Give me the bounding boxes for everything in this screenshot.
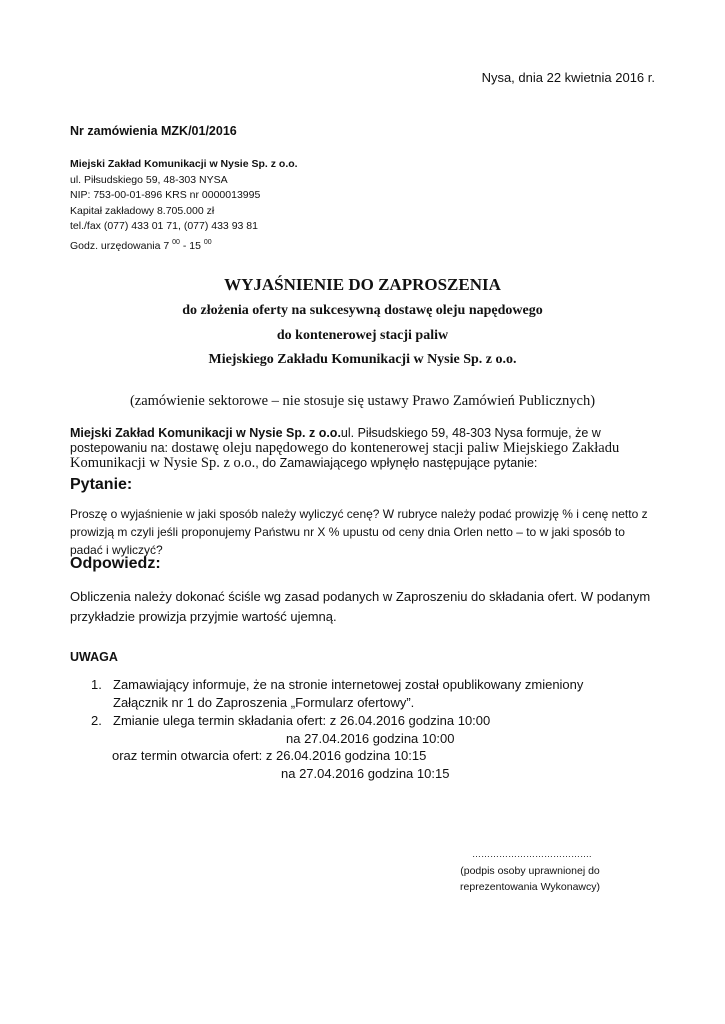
office-hours-prefix: Godz. urzędowania 7 xyxy=(70,239,170,252)
intro-paragraph xyxy=(70,426,660,471)
signature-line-1: (podpis osoby uprawnionej do xyxy=(460,865,600,877)
title-line-1: do złożenia oferty na sukcesywną dostawę oleju napędowego xyxy=(182,303,543,318)
signature-caption xyxy=(440,863,620,895)
question-text: Proszę o wyjaśnienie w jaki sposób należy wyliczyć cenę? W rubryce należy podać prowizję % i cenę netto z prowizją m czyli jeśli proponujemy Państwu nr X % upustu od ceny dnia Orlen netto – to w jaki sposób to padać i wyliczyć? xyxy=(70,507,648,557)
notice-item-2-line-3: oraz termin otwarcia ofert: z 26.04.2016 godzina 10:15 xyxy=(112,748,427,763)
company-name: Miejski Zakład Komunikacji w Nysie Sp. z o.o. xyxy=(70,158,298,170)
answer-heading: Odpowiedz: xyxy=(70,555,161,572)
place-date: Nysa, dnia 22 kwietnia 2016 r. xyxy=(481,70,655,85)
notice-heading: UWAGA xyxy=(70,650,118,664)
company-phone: tel./fax (077) 433 01 71, (077) 433 93 81 xyxy=(70,220,258,232)
notice-item-2-line-1: Zmianie ulega termin składania ofert: z 26.04.2016 godzina 10:00 xyxy=(113,713,491,728)
order-number: Nr zamówienia MZK/01/2016 xyxy=(70,124,237,138)
company-capital: Kapitał zakładowy 8.705.000 zł xyxy=(70,204,215,217)
notice-item-2-line-4: na 27.04.2016 godzina 10:15 xyxy=(281,766,450,781)
notice-item-1-number: 1. xyxy=(91,677,102,692)
question-heading: Pytanie: xyxy=(70,476,133,493)
title-line-2: do kontenerowej stacji paliw xyxy=(276,328,449,343)
signature-dots: …………………………………. xyxy=(472,849,592,859)
company-address-block xyxy=(70,157,298,254)
notice-item-2-line-2: na 27.04.2016 godzina 10:00 xyxy=(286,731,455,746)
notice-item-1-line-2: Załącznik nr 1 do Zaproszenia „Formularz ofertowy”. xyxy=(113,695,415,710)
office-hours-mid: - 15 xyxy=(179,239,201,252)
office-hours-sup-end: 00 xyxy=(203,238,212,246)
title-note: (zamówienie sektorowe – nie stosuje się ustawy Prawo Zamówień Publicznych) xyxy=(129,393,596,409)
notice-item-1-line-1: Zamawiający informuje, że na stronie internetowej został opublikowany zmieniony xyxy=(113,677,584,692)
document-title: WYJAŚNIENIE DO ZAPROSZENIA xyxy=(224,275,501,294)
intro-company: Miejski Zakład Komunikacji w Nysie Sp. z o.o. xyxy=(70,426,341,440)
intro-part-1: ul. Piłsudskiego 59, 48-303 Nysa formuje, że w postepowaniu na: xyxy=(70,426,601,455)
office-hours-sup-start: 00 xyxy=(172,238,180,246)
intro-part-3: , do Zamawiającego wpłynęło następujące pytanie: xyxy=(255,456,538,470)
intro-part-2: dostawę oleju napędowego do kontenerowej stacji paliw Miejskiego Zakładu Komunikacji w Nysie Sp. z o.o. xyxy=(70,440,620,471)
company-ids: NIP: 753-00-01-896 KRS nr 0000013995 xyxy=(70,189,261,201)
title-line-3: Miejskiego Zakładu Komunikacji w Nysie Sp. z o.o. xyxy=(208,352,517,367)
office-hours xyxy=(70,235,298,255)
notice-item-2-number: 2. xyxy=(91,713,102,728)
signature-line-2: reprezentowania Wykonawcy) xyxy=(460,881,600,893)
answer-text: Obliczenia należy dokonać ściśle wg zasad podanych w Zaproszeniu do składania ofert. W podanym przykładzie prowizja przyjmie wartość ujemną. xyxy=(70,589,651,624)
company-street: ul. Piłsudskiego 59, 48-303 NYSA xyxy=(70,173,228,186)
